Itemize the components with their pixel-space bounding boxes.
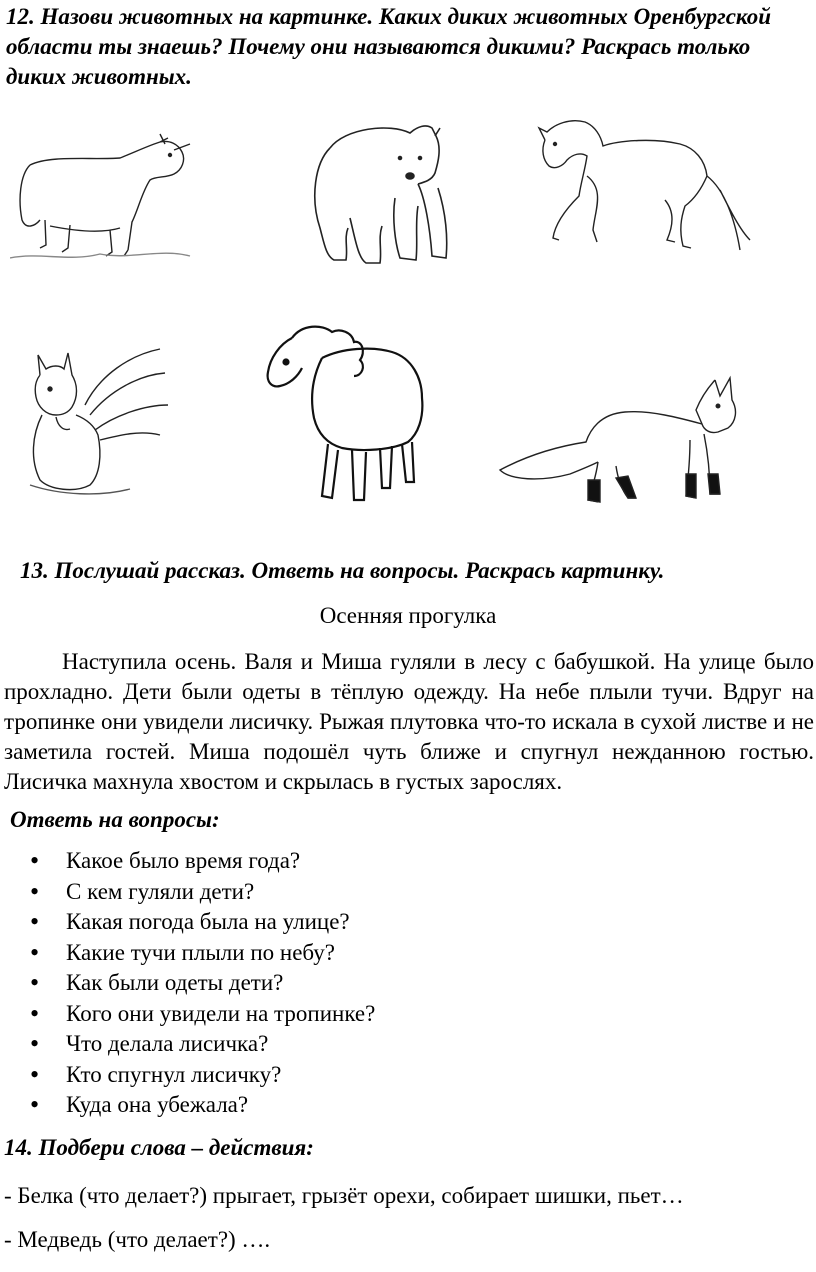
question-item: • Какие тучи плыли по небу? [30,938,375,969]
task-12-heading: 12. Назови животных на картинке. Каких диких животных Оренбургской области ты знаешь? Почему они называются дикими? Раскрась только диких животных. [6,4,772,89]
question-item: • Как были одеты дети? [30,968,375,999]
squirrel-picture [20,335,170,500]
task-13-heading: 13. Послушай рассказ. Ответь на вопросы. Раскрась картинку. [20,558,665,583]
question-list [30,846,375,1121]
question-item: • С кем гуляли дети? [30,877,375,908]
sheep-picture [262,318,432,513]
story-paragraph: Наступила осень. Валя и Миша гуляли в лесу с бабушкой. На улице было прохладно. Дети были одеты в тёплую одежду. На небе плыли тучи. Вдруг на тропинке они увидели лисичку. Рыжая плутовка что-то искала в сухой листве и не заметила гостей. Миша подошёл чуть ближе и спугнул нежданною гостью. Лисичка махнула хвостом и скрылась в густых зарослях. [4,649,814,794]
task-14-heading: 14. Подбери слова – действия: [4,1135,314,1160]
bear-actions-line: - Медведь (что делает?) …. [4,1227,271,1252]
horse-picture [525,100,765,255]
question-item: • Что делала лисичка? [30,1029,375,1060]
story-title: Осенняя прогулка [319,603,497,628]
bear-picture [300,118,470,278]
squirrel-actions-line: - Белка (что делает?) прыгает, грызёт орехи, собирает шишки, пьет… [4,1183,684,1208]
question-item: • Какое было время года? [30,846,375,877]
answer-heading: Ответь на вопросы: [10,807,220,832]
question-item: • Куда она убежала? [30,1090,375,1121]
cow-picture [10,130,200,280]
question-item: • Кто спугнул лисичку? [30,1060,375,1091]
question-item: • Какая погода была на улице? [30,907,375,938]
question-item: • Кого они увидели на тропинке? [30,999,375,1030]
story-text [4,647,814,797]
fox-picture [490,370,755,510]
